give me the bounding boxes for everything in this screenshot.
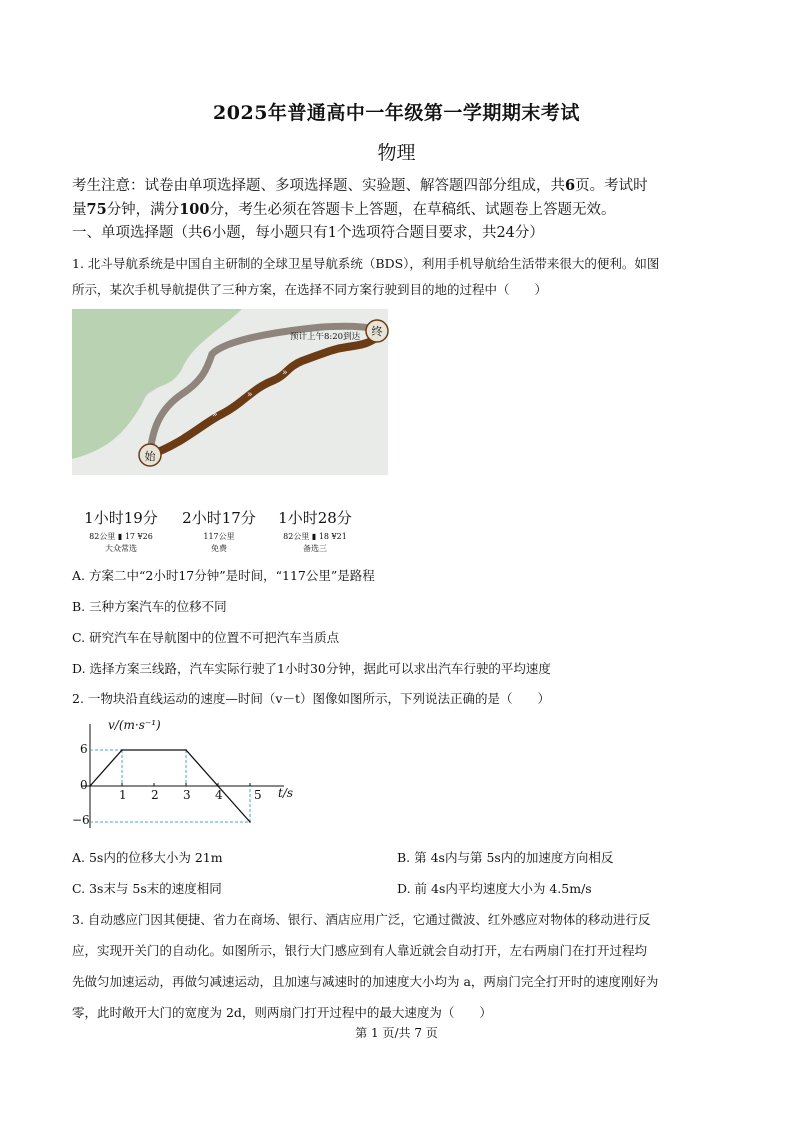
exam-notice — [72, 174, 732, 222]
section-heading: 一、单项选择题（共6小题，每小题只有1个选项符合题目要求，共24分） — [72, 225, 544, 241]
q2-option-c: C. 3s末与 5s末的速度相同 — [72, 881, 222, 896]
vt-graph-svg — [72, 716, 312, 836]
x-tick-1: 1 — [119, 788, 127, 802]
plan-3-distance: 82公里 ▮ 18 ¥21 — [283, 532, 347, 541]
plan-3 — [270, 507, 360, 554]
graph-ylabel: v/(m·s⁻¹) — [108, 718, 161, 732]
x-tick-2: 2 — [151, 788, 159, 802]
notice-line-1: 考生注意：试卷由单项选择题、多项选择题、实验题、解答题四部分组成，共6页。考试时 — [72, 177, 648, 194]
q1-stem: 1. 北斗导航系统是中国自主研制的全球卫星导航系统（BDS），利用手机导航给生活带来很大的便利。如图 所示，某次手机导航提供了三种方案，在选择不同方案行驶到目的地的过程中（ ） — [72, 256, 660, 297]
plan-2-time: 2小时17分 — [182, 509, 256, 527]
y-tick-neg6: −6 — [72, 813, 90, 827]
plan-3-tag: 备选三 — [303, 544, 327, 553]
plan-3-time: 1小时28分 — [278, 509, 352, 527]
plan-1-tag: 大众常选 — [105, 544, 137, 553]
notice-line-2: 量75分钟，满分100分，考生必须在答题卡上答题，在草稿纸、试题卷上答题无效。 — [72, 201, 616, 218]
vt-graph — [72, 716, 312, 836]
q2-stem: 2. 一物块沿直线运动的速度—时间（v－t）图像如图所示，下列说法正确的是（ ） — [72, 691, 550, 706]
q2-option-a: A. 5s内的位移大小为 21m — [72, 850, 223, 865]
svg-text:»: » — [212, 410, 218, 420]
y-tick-6: 6 — [80, 742, 88, 756]
x-tick-5: 5 — [254, 788, 262, 802]
page-footer: 第 1 页/共 7 页 — [355, 1026, 438, 1040]
plan-1-time: 1小时19分 — [84, 509, 158, 527]
start-label: 始 — [144, 450, 156, 463]
navigation-map — [72, 309, 392, 555]
data-point-3 — [217, 785, 219, 787]
q1-option-d: D. 选择方案三线路，汽车实际行驶了1小时30分钟，据此可以求出汽车行驶的平均速度 — [72, 661, 551, 676]
q3-stem: 3. 自动感应门因其便捷、省力在商场、银行、酒店应用广泛，它通过微波、红外感应对物体的移动进行反 应，实现开关门的自动化。如图所示，银行大门感应到有人靠近就会自动打开，左右两扇门在打开过程均 先做匀加速运动，再做匀减速运动，且加速与减速时的加速度大小均为 a，两扇门完全打开时的速度刚好为 零，此时敞开大门的宽度为 2d，则两扇门打开过程中的最大速度为（ ） — [72, 912, 659, 1020]
graph-xlabel: t/s — [278, 786, 294, 800]
svg-text:»: » — [282, 368, 288, 378]
eta-label: 预计上午8:20到达 — [290, 332, 361, 342]
plan-2-distance: 117公里 — [203, 532, 235, 541]
q2-option-b: B. 第 4s内与第 5s内的加速度方向相反 — [397, 850, 614, 865]
plan-1-distance: 82公里 ▮ 17 ¥26 — [89, 532, 153, 541]
svg-text:»: » — [177, 430, 183, 440]
plan-1 — [76, 507, 166, 554]
data-point-2 — [185, 749, 187, 751]
q1-option-b: B. 三种方案汽车的位移不同 — [72, 599, 227, 614]
q1-option-c: C. 研究汽车在导航图中的位置不可把汽车当质点 — [72, 630, 340, 645]
exam-title: 2025年普通高中一年级第一学期期末考试 — [213, 102, 580, 124]
q1-option-a: A. 方案二中“2小时17分钟”是时间，“117公里”是路程 — [72, 568, 375, 583]
data-point-0 — [89, 785, 91, 787]
y-tick-0: 0 — [80, 778, 88, 792]
data-point-4 — [249, 821, 251, 823]
plan-2 — [174, 507, 264, 554]
plan-2-tag: 免费 — [211, 544, 227, 553]
exam-subject: 物理 — [377, 142, 416, 164]
x-tick-4: 4 — [215, 788, 223, 802]
data-point-1 — [121, 749, 123, 751]
svg-text:»: » — [247, 390, 253, 400]
x-tick-3: 3 — [183, 788, 191, 802]
q2-option-d: D. 前 4s内平均速度大小为 4.5m/s — [397, 881, 592, 896]
end-label: 终 — [371, 325, 383, 338]
